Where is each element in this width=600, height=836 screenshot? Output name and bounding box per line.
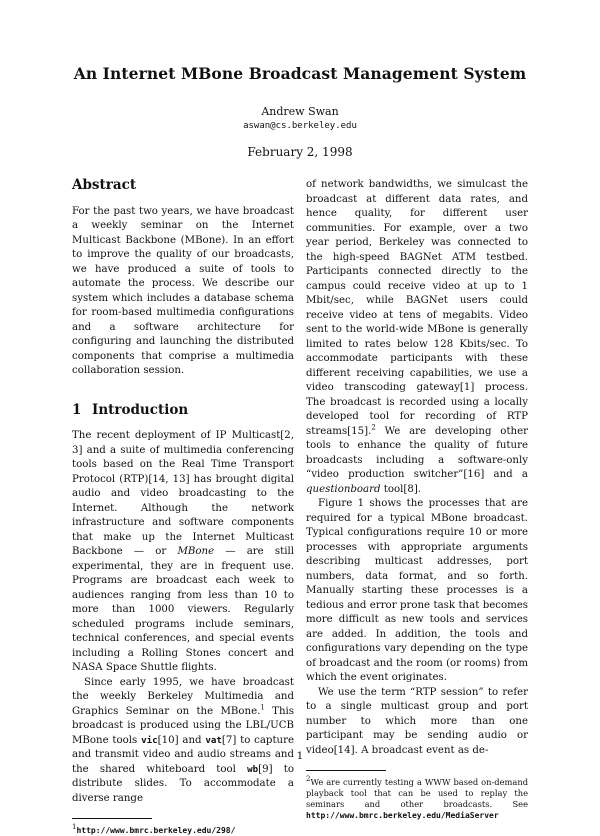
footnote-divider xyxy=(306,770,386,771)
left-column xyxy=(72,178,294,836)
mbone-emphasis: MBone xyxy=(177,546,215,557)
paper-date: February 2, 1998 xyxy=(247,145,353,159)
right-paragraph-1: of network bandwidths, we simulcast the broadcast at different data rates, and hence quality, for different user communities. For example, over a two year period, Berkeley was connected to the high-speed BAGNet ATM testbed. Participants connected directly to the campus could receive video at up to 1 Mbit/sec, while BAGNet users could receive video at tens of megabits. Video sent to the world-wide MBone is generally limited to rates below 128 Kbits/sec. To accommodate participants with these different receiving capabilities, we use a video transcoding gateway[1] process. The broadcast is recorded using a locally developed tool for recording of RTP streams[15].$^2$ We are developing other tools to enhance the quality of future broadcasts including a software-only “video production switcher”[16] and a questionboard tool[8]. xyxy=(306,179,528,495)
footnote-1: $^1$http://www.bmrc.berkeley.edu/298/ xyxy=(72,823,236,835)
footnote-ref-1: 1 xyxy=(260,703,265,712)
section-number: 1 xyxy=(72,401,82,418)
page-number: 1 xyxy=(296,750,304,762)
section-title: Introduction xyxy=(92,401,189,418)
right-paragraph-2: Figure 1 shows the processes that are required for a typical MBone broadcast. Typical configurations require 10 or more processes with appropriate arguments describing multicast addresses, port numbers, data format, and so forth. Manually starting these processes is a tedious and error prone task that becomes more difficult as new tools and services are added. In addition, the tools and configurations vary depending on the type of broadcast and the room (or rooms) from which the event originates. xyxy=(306,498,528,683)
author-name: Andrew Swan xyxy=(261,105,339,118)
abstract-text: For the past two years, we have broadcast a weekly seminar on the Internet Multicast Backbone (MBone). In an effort to improve the quality of our broadcasts, we have produced a suite of tools to automate the process. We describe our system which includes a database schema for room-based multimedia configurations and a software architecture for configuring and launching the distributed components that comprise a multimedia collaboration session. xyxy=(72,205,294,376)
abstract-heading: Abstract xyxy=(72,177,137,193)
footnote-2-link[interactable]: http://www.bmrc.berkeley.edu/MediaServer xyxy=(306,811,499,820)
tool-vic: vic xyxy=(141,734,158,746)
questionboard-emphasis: questionboard xyxy=(306,483,381,495)
footnote-divider xyxy=(72,818,152,819)
right-paragraph-3: We use the term “RTP session” to refer to a single multicast group and port number to which more than one participant may be sending audio or video[14]. A broadcast event as de- xyxy=(306,686,528,756)
right-column xyxy=(306,178,528,821)
tool-vat: vat xyxy=(205,734,222,746)
tool-wb: wb xyxy=(247,763,259,775)
section-heading-introduction xyxy=(72,403,294,418)
paper-title: An Internet MBone Broadcast Management System xyxy=(73,64,527,83)
intro-paragraph-1: The recent deployment of IP Multicast[2, 3] and a suite of multimedia conferencing tools based on the Real Time Transport Protocol (RTP)[14, 13] has brought digital audio and video broadcasting to the Internet. Although the network infrastructure and software components that make up the Internet Multicast Backbone — or MBone — are still experimental, they are in frequent use. Programs are broadcast each week to audiences ranging from less than 10 to more than 1000 viewers. Regularly scheduled programs include seminars, technical conferences, and special events including a Rolling Stones concert and NASA Space Shuttle flights. xyxy=(72,430,294,673)
footnote-ref-2: 2 xyxy=(371,423,376,432)
footnote-1-link[interactable]: http://www.bmrc.berkeley.edu/298/ xyxy=(76,826,236,835)
paper-header xyxy=(0,64,600,159)
intro-paragraph-2: Since early 1995, we have broadcast the weekly Berkeley Multimedia and Graphics Seminar on the MBone.$^1$ This broadcast is produced using the LBL/UCB MBone tools vic[10] and vat[7] to capture and transmit video and audio streams and the shared whiteboard tool wb[9] to distribute slides. To accommodate a diverse range xyxy=(72,676,294,804)
footnote-2: $^2$We are currently testing a WWW based on-demand playback tool that can be used to replay the seminars and other broadcasts. See http://www.bmrc.berkeley.edu/MediaServer xyxy=(306,775,528,820)
author-email: aswan@cs.berkeley.edu xyxy=(243,121,357,131)
